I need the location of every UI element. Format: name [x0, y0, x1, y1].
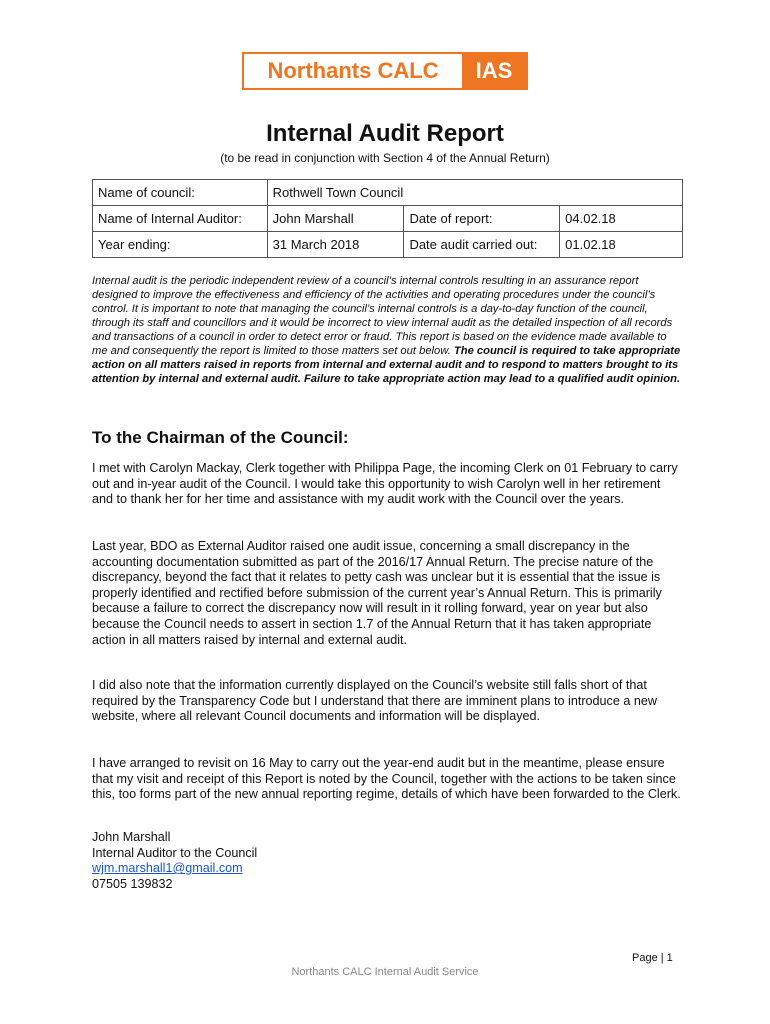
paragraph-4: I have arranged to revisit on 16 May to carry out the year-end audit but in the meantime, please ensure that my visit and receipt of this Report is noted by the Council, together with the actions to be taken since this, too forms part of the new annual reporting regime, details of which have been forwarded to the Clerk. [92, 756, 681, 802]
table-row [93, 232, 683, 258]
table-row [93, 206, 683, 232]
audit-date-value: 01.02.18 [560, 232, 683, 258]
signature-role: Internal Auditor to the Council [92, 845, 258, 860]
page-footer: Northants CALC Internal Audit Service [291, 966, 479, 978]
audit-date-label: Date audit carried out: [404, 232, 560, 258]
logo [242, 52, 528, 90]
auditor-value: John Marshall [267, 206, 404, 232]
year-value: 31 March 2018 [267, 232, 404, 258]
year-label: Year ending: [93, 232, 268, 258]
report-date-label: Date of report: [404, 206, 560, 232]
intro-normal: Internal audit is the periodic independent review of a council’s internal controls resulting in an assurance report designed to improve the effectiveness and efficiency of the activities and operating procedures under the council’s control. It is important to note that managing the council’s internal controls is a day-to-day function of the council, through its staff and councillors and it would be incorrect to view internal audit as the detailed inspection of all records and transactions of a council in order to detect error or fraud. This report is based on the evidence made available to me and consequently the report is limited to those matters set out below. [92, 275, 673, 357]
intro-text [92, 274, 682, 386]
page-number: Page | 1 [632, 952, 673, 964]
report-date-value: 04.02.18 [560, 206, 683, 232]
paragraph-2: Last year, BDO as External Auditor raised one audit issue, concerning a small discrepancy in the accounting documentation submitted as part of the 2016/17 Annual Return. The precise nature of the discrepancy, beyond the fact that it relates to petty cash was unclear but it is essential that the issue is properly identified and rectified before submission of the current year’s Annual Return. This is primarily because a failure to correct the discrepancy now will result in it rolling forward, year on year but also because the Council needs to assert in section 1.7 of the Annual Return that it has taken appropriate action in all matters raised by internal and external audit. [92, 539, 662, 647]
council-label: Name of council: [93, 180, 268, 206]
paragraph-3: I did also note that the information currently displayed on the Council’s website still falls short of that required by the Transparency Code but I understand that there are imminent plans to introduce a new website, where all relevant Council documents and information will be displayed. [92, 678, 657, 724]
page-subtitle: (to be read in conjunction with Section 4 of the Annual Return) [220, 151, 550, 165]
signature-phone: 07505 139832 [92, 876, 173, 891]
signature-name: John Marshall [92, 830, 171, 844]
signature-block [92, 830, 257, 892]
table-row [93, 180, 683, 206]
report-info-table [92, 179, 683, 258]
intro-bold: The council is required to take appropriate action on all matters raised in reports from internal and external audit and to respond to matters brought to its attention by internal and external audit. Failure to take appropriate action may lead to a qualified audit opinion. [92, 345, 681, 385]
letter-heading: To the Chairman of the Council: [92, 428, 349, 447]
logo-badge: IAS [462, 54, 526, 88]
council-value: Rothwell Town Council [267, 180, 682, 206]
paragraph-1: I met with Carolyn Mackay, Clerk together with Philippa Page, the incoming Clerk on 01 February to carry out and in-year audit of the Council. I would take this opportunity to wish Carolyn well in her retirement and to thank her for her time and assistance with my audit work with the Council over the years. [92, 461, 678, 507]
email-link[interactable]: wjm.marshall1@gmail.com [92, 861, 243, 876]
page-title: Internal Audit Report [266, 120, 504, 147]
logo-text: Northants CALC [244, 54, 462, 88]
auditor-label: Name of Internal Auditor: [93, 206, 268, 232]
